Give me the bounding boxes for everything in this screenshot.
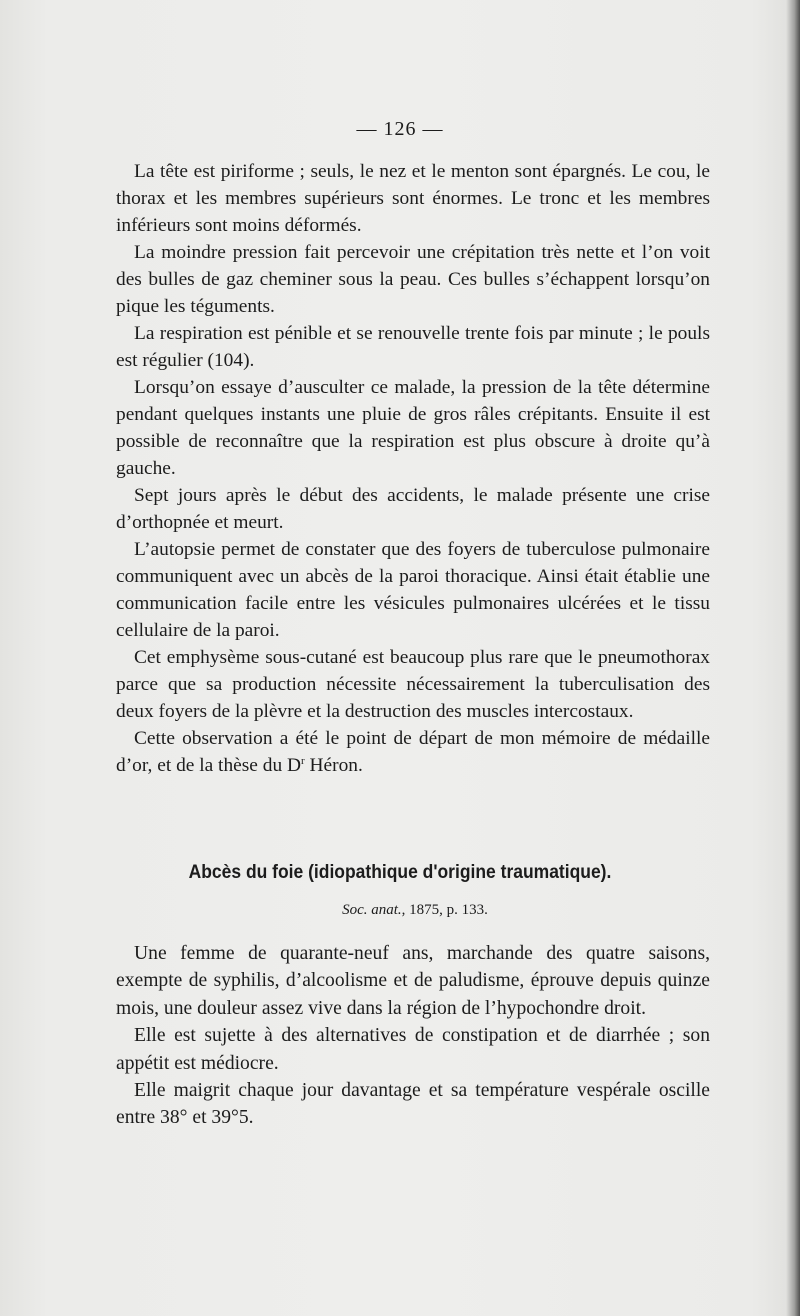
- paragraph: [116, 725, 710, 779]
- paragraph: Lorsqu’on essaye d’ausculter ce malade, la pression de la tête détermine pendant quelques instants une pluie de gros râles crépitants. Ensuite il est possible de reconnaître que la respiration est plus obscure à droite qu’à gauche.: [116, 377, 710, 479]
- paragraph: Sept jours après le début des accidents, le malade présente une crise d’orthopnée et meurt.: [116, 485, 710, 533]
- section-source: [0, 902, 800, 919]
- paragraph: Elle maigrit chaque jour davantage et sa température vespérale oscille entre 38° et 39°5.: [116, 1080, 710, 1129]
- superscript: r: [301, 755, 305, 767]
- source-journal: Soc. anat.: [342, 902, 402, 918]
- paragraph-text: Cette observation a été le point de départ de mon mémoire de médaille d’or, et de la thèse du D: [116, 728, 710, 776]
- case-text: [116, 940, 710, 1132]
- page-edge-shadow: [786, 0, 800, 1316]
- paragraph: Elle est sujette à des alternatives de constipation et de diarrhée ; son appétit est médiocre.: [116, 1025, 710, 1074]
- paragraph: L’autopsie permet de constater que des foyers de tuberculose pulmonaire communiquent avec un abcès de la paroi thoracique. Ainsi était établie une communication facile entre les vésicules pulmonaires ulcérées et le tissu cellulaire de la paroi.: [116, 539, 710, 641]
- page-number: — 126 —: [356, 118, 444, 140]
- paragraph: La respiration est pénible et se renouvelle trente fois par minute ; le pouls est régulier (104).: [116, 323, 710, 371]
- source-reference: , 1875, p. 133.: [401, 902, 488, 918]
- paragraph: La tête est piriforme ; seuls, le nez et le menton sont épargnés. Le cou, le thorax et les membres supérieurs sont énormes. Le tronc et les membres inférieurs sont moins déformés.: [116, 161, 710, 236]
- section-title: Abcès du foie (idiopathique d'origine traumatique).: [188, 862, 612, 883]
- paragraph-text: Héron.: [304, 755, 363, 776]
- observation-text: [116, 158, 710, 779]
- paragraph: Une femme de quarante-neuf ans, marchande des quatre saisons, exempte de syphilis, d’alcoolisme et de paludisme, éprouve depuis quinze mois, une douleur assez vive dans la région de l’hypochondre droit.: [116, 943, 710, 1019]
- paragraph: La moindre pression fait percevoir une crépitation très nette et l’on voit des bulles de gaz cheminer sous la peau. Ces bulles s’échappent lorsqu’on pique les téguments.: [116, 242, 710, 317]
- paragraph: Cet emphysème sous-cutané est beaucoup plus rare que le pneumothorax parce que sa production nécessite nécessairement la tuberculisation des deux foyers de la plèvre et la destruction des muscles intercostaux.: [116, 647, 710, 722]
